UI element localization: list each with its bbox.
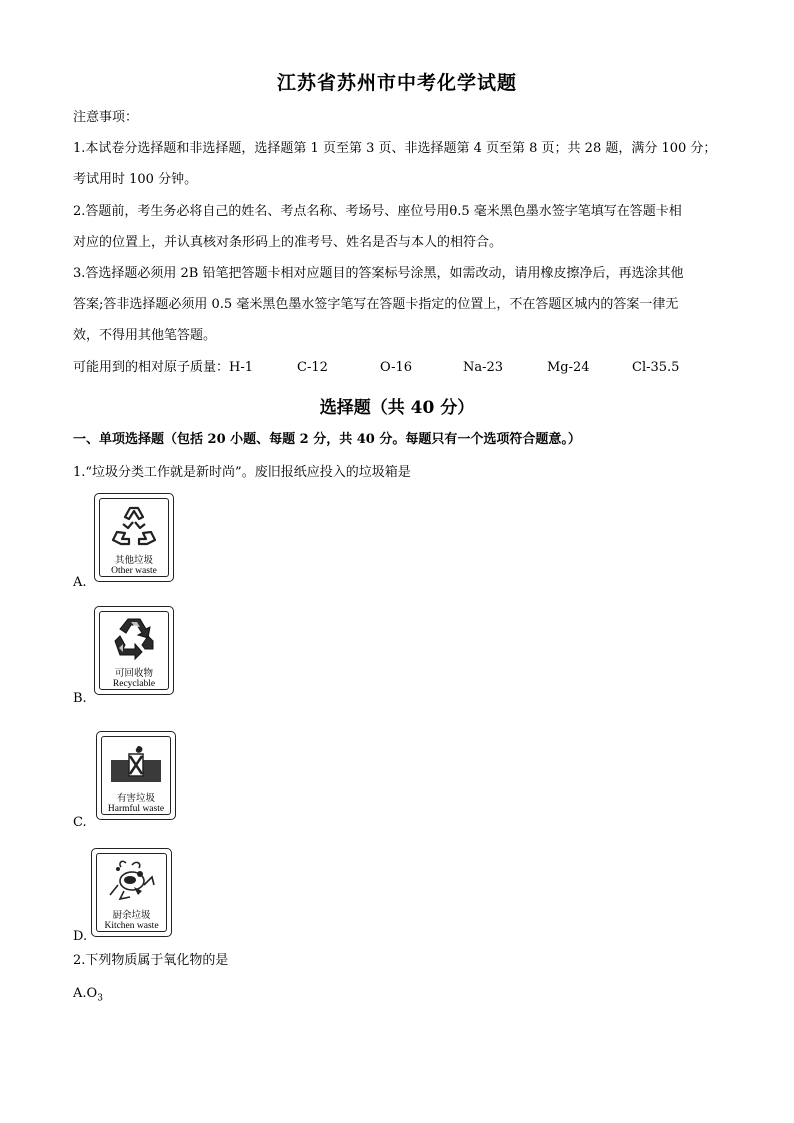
atomic-mass-o: O-16 — [380, 360, 413, 375]
bin-a-cn-label: 其他垃圾 — [114, 555, 153, 566]
recycle-icon — [109, 614, 159, 661]
notice-item-2-line-1: 2.答题前，考生务必将自己的姓名、考点名称、考场号、座位号用θ.5 毫米黑色墨水签字笔填写在答题卡相 — [73, 204, 682, 219]
bin-d-en-label: Kitchen waste — [104, 921, 159, 931]
part1-heading: 一、单项选择题（包括 20 小题、每题 2 分，共 40 分。每题只有一个选项符合题意。） — [73, 432, 581, 447]
bin-b-cn-label: 可回收物 — [114, 668, 153, 679]
atomic-mass-na: Na-23 — [463, 360, 504, 375]
notice-item-3-line-1: 3.答选择题必须用 2B 铅笔把答题卡相对应题目的答案标号涂黑，如需改动，请用橡皮擦净后，再选涂其他 — [73, 266, 684, 281]
atomic-mass-label: 可能用到的相对原子质量：H-1 — [73, 360, 254, 375]
question-2-option-a-text: A.O — [73, 986, 98, 1001]
bin-b-en-label: Recyclable — [112, 679, 156, 689]
atomic-mass-c: C-12 — [297, 360, 328, 375]
notice-item-1-line-1: 1.本试卷分选择题和非选择题，选择题第 1 页至第 3 页、非选择题第 4 页至第 8 页；共 28 题，满分 100 分； — [73, 141, 717, 156]
bin-c-cn-label: 有害垃圾 — [116, 793, 155, 804]
notice-item-1-line-2: 考试用时 100 分钟。 — [73, 172, 198, 187]
page-title: 江苏省苏州市中考化学试题 — [276, 72, 517, 94]
notice-item-3-line-2: 答案;答非选择题必须用 0.5 毫米黑色墨水签字笔写在答题卡指定的位置上，不在答题区城内的答案一律无 — [73, 297, 679, 312]
atomic-mass-cl: Cl-35.5 — [632, 360, 680, 375]
section-title: 选择题（共 40 分） — [319, 398, 475, 418]
question-2-option-a — [73, 984, 103, 1009]
option-b-label: B. — [73, 691, 87, 706]
other-waste-icon — [109, 502, 159, 547]
bin-d-cn-label: 厨余垃圾 — [112, 910, 151, 921]
atomic-mass-mg: Mg-24 — [547, 360, 590, 375]
other-waste-bin — [94, 493, 174, 582]
atomic-masses — [73, 358, 713, 378]
harmful-waste-icon — [109, 742, 163, 786]
recyclable-bin — [94, 606, 174, 695]
question-1-stem: 1.“垃圾分类工作就是新时尚”。废旧报纸应投入的垃圾箱是 — [73, 465, 411, 480]
notice-heading: 注意事项： — [73, 110, 139, 125]
question-2-stem: 2.下列物质属于氧化物的是 — [73, 953, 229, 968]
kitchen-waste-icon — [104, 855, 160, 903]
notice-item-3-line-3: 效，不得用其他笔答题。 — [73, 328, 217, 343]
kitchen-waste-bin — [91, 848, 172, 937]
notice-item-2-line-2: 对应的位置上，并认真核对条形码上的准考号、姓名是否与本人的相符合。 — [73, 235, 503, 250]
question-2-option-a-subscript: 3 — [97, 993, 103, 1004]
bin-a-en-label: Other waste — [111, 566, 157, 576]
option-d-label: D. — [73, 929, 88, 944]
option-a-label: A. — [73, 575, 87, 590]
harmful-waste-bin — [96, 731, 176, 820]
option-c-label: C. — [73, 815, 87, 830]
bin-c-en-label: Harmful waste — [107, 804, 165, 814]
